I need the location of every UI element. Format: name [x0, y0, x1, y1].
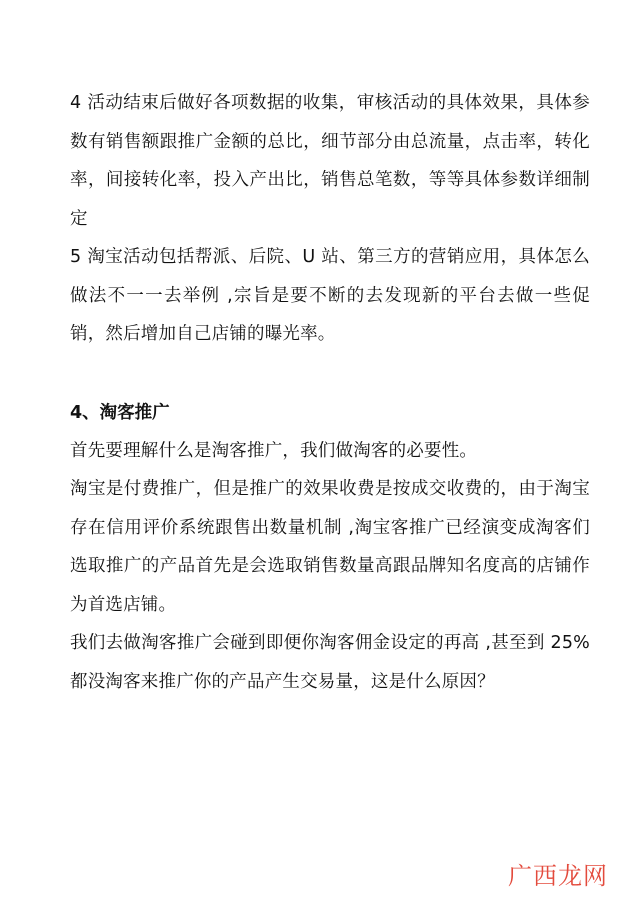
paragraph-activity-channels: 5 淘宝活动包括帮派、后院、U 站、第三方的营销应用，具体怎么做法不一一去举例 ,宗旨是要不断的去发现新的平台去做一些促销，然后增加自己店铺的曝光率。	[70, 247, 590, 344]
section-heading: 4、淘客推广	[70, 402, 170, 423]
paragraph-taoke-question: 我们去做淘客推广会碰到即便你淘客佣金设定的再高 ,甚至到 25%都没淘客来推广你的产品产生交易量，这是什么原因？	[70, 633, 590, 692]
spacer	[70, 354, 590, 394]
watermark-logo: 广西龙网	[508, 862, 608, 890]
paragraph-taoke-intro: 首先要理解什么是淘客推广，我们做淘客的必要性。	[70, 440, 478, 461]
document-body	[70, 84, 590, 701]
paragraph-activity-data: 4 活动结束后做好各项数据的收集，审核活动的具体效果，具体参数有销售额跟推广金额的总比，细节部分由总流量，点击率，转化率，间接转化率，投入产出比，销售总笔数，等等具体参数详细制定	[70, 93, 590, 229]
paragraph-taoke-payment: 淘宝是付费推广，但是推广的效果收费是按成交收费的，由于淘宝存在信用评价系统跟售出数量机制 ,淘宝客推广已经演变成淘客们选取推广的产品首先是会选取销售数量高跟品牌知名度高的店铺作为首选店铺。	[70, 479, 590, 615]
